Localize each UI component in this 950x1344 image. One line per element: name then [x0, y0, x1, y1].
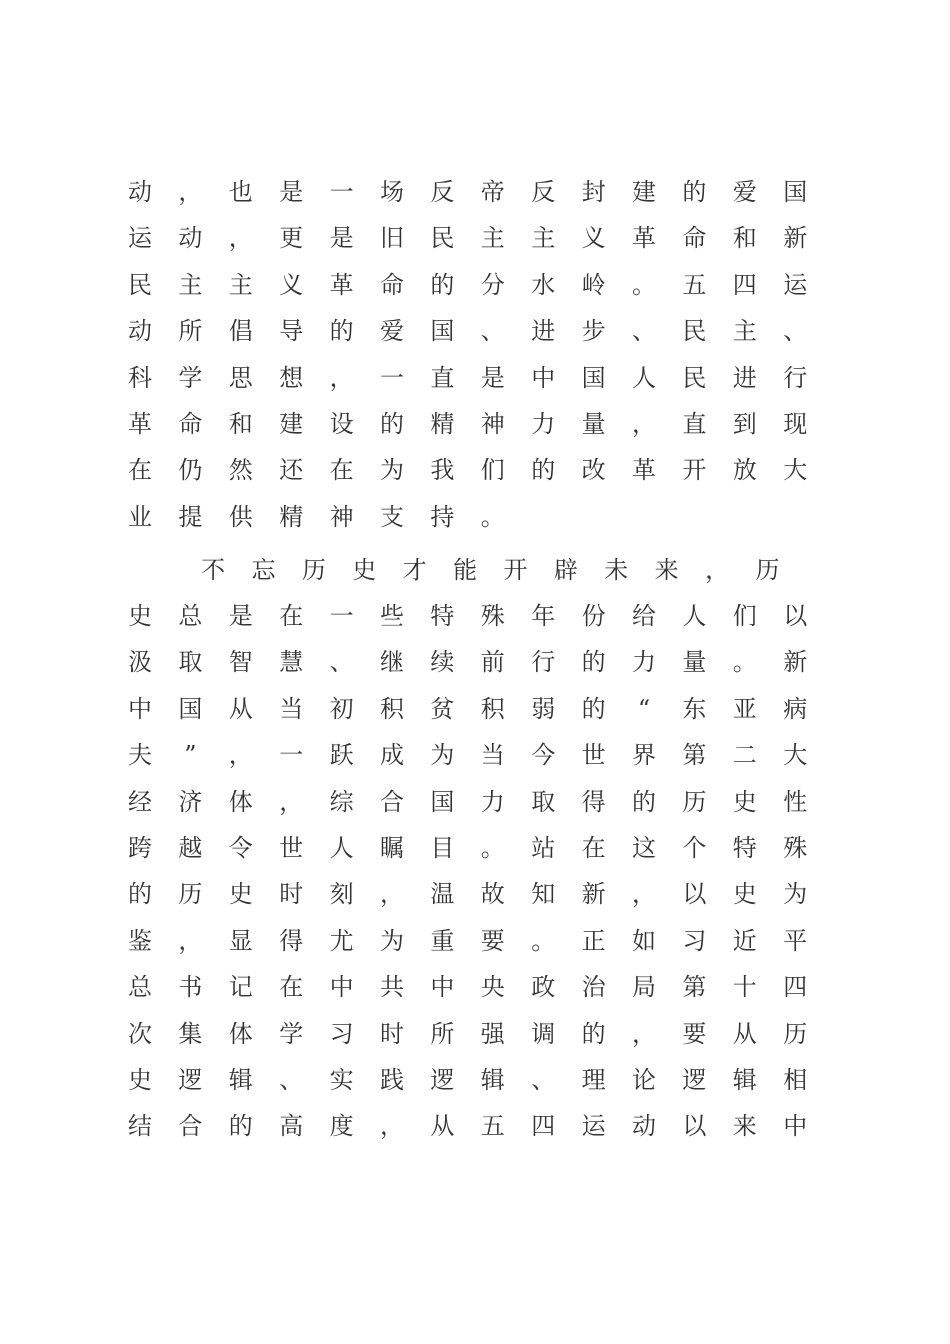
- text-char: 合: [178, 1112, 203, 1141]
- text-char: 放: [732, 456, 757, 485]
- text-char: 四: [783, 973, 808, 1002]
- text-char: 新: [783, 224, 808, 253]
- text-char: 民: [128, 270, 152, 299]
- text-char: 才: [402, 556, 427, 584]
- text-char: 民: [682, 317, 707, 346]
- text-char: 中: [430, 973, 455, 1002]
- text-char: 平: [783, 926, 808, 955]
- text-char: 积: [480, 694, 505, 723]
- text-char: 性: [783, 787, 808, 816]
- text-char: 第: [682, 741, 707, 770]
- text-char: 辑: [732, 1066, 757, 1094]
- text-char: 世: [581, 741, 606, 770]
- text-char: 总: [128, 973, 152, 1002]
- text-char: 五: [480, 1112, 505, 1141]
- text-char: 持: [430, 502, 455, 531]
- text-char: 特: [732, 834, 757, 862]
- text-char: 中: [128, 694, 152, 723]
- text-char: 要: [480, 926, 505, 955]
- text-char: 新: [783, 648, 808, 677]
- text-char: 论: [632, 1066, 656, 1094]
- text-char: ，: [279, 787, 304, 816]
- text-char: 、: [531, 1066, 556, 1094]
- text-char: 十: [732, 973, 757, 1002]
- text-char: 刻: [329, 880, 354, 909]
- text-char: 越: [178, 834, 203, 862]
- text-char: 爱: [380, 317, 404, 346]
- text-char: 成: [380, 741, 404, 770]
- text-char: 时: [279, 880, 304, 909]
- text-char: 的: [430, 270, 455, 299]
- text-char: 动: [632, 1112, 656, 1141]
- text-char: 理: [581, 1066, 606, 1094]
- text-char: 运: [581, 1112, 606, 1141]
- text-char: 主: [732, 317, 757, 346]
- text-char: 能: [453, 556, 478, 584]
- text-char: 史: [128, 1066, 152, 1094]
- text-char: 想: [279, 363, 304, 392]
- text-char: 改: [581, 456, 606, 485]
- text-char: 从: [228, 694, 253, 723]
- text-char: 的: [632, 787, 656, 816]
- text-char: 民: [682, 363, 707, 392]
- text-char: 人: [329, 834, 354, 862]
- text-char: ”: [184, 741, 197, 770]
- text-char: 今: [531, 741, 556, 770]
- text-char: 帝: [480, 178, 505, 206]
- text-char: 革: [632, 456, 656, 485]
- text-char: 在: [581, 834, 606, 862]
- text-char: 亚: [732, 694, 757, 723]
- text-char: 反: [430, 178, 455, 206]
- text-char: 夫: [128, 741, 152, 770]
- text-char: 也: [228, 178, 253, 206]
- text-char: 当: [279, 694, 304, 723]
- text-char: 仍: [178, 456, 203, 485]
- text-char: 神: [480, 410, 505, 438]
- text-char: 忘: [251, 556, 276, 584]
- text-char: 初: [329, 694, 354, 723]
- text-char: 的: [329, 317, 354, 346]
- text-char: 还: [279, 456, 304, 485]
- text-char: 总: [178, 602, 203, 630]
- text-char: 业: [128, 502, 152, 531]
- text-char: 历: [178, 880, 203, 909]
- text-char: 主: [480, 224, 505, 253]
- text-char: 跨: [128, 834, 152, 862]
- text-char: 革: [329, 270, 354, 299]
- text-char: 然: [228, 456, 253, 485]
- text-char: 新: [581, 880, 606, 909]
- text-char: 提: [178, 502, 203, 531]
- text-char: 共: [380, 973, 404, 1002]
- text-char: 历: [301, 556, 326, 584]
- text-char: 继: [380, 648, 404, 677]
- text-char: 和: [228, 410, 253, 438]
- text-char: 目: [430, 834, 455, 862]
- text-char: 辑: [480, 1066, 505, 1094]
- text-char: 的: [228, 1112, 253, 1141]
- text-char: 得: [581, 787, 606, 816]
- text-char: 东: [682, 694, 707, 723]
- text-char: 殊: [783, 834, 808, 862]
- text-char: 的: [128, 880, 152, 909]
- text-char: 。: [480, 834, 505, 862]
- text-char: 动: [128, 317, 152, 346]
- text-char: 鉴: [128, 926, 152, 955]
- text-char: 精: [279, 502, 304, 531]
- text-char: 四: [531, 1112, 556, 1141]
- text-char: 国: [783, 178, 808, 206]
- text-char: 综: [329, 787, 354, 816]
- text-char: 个: [682, 834, 707, 862]
- text-char: 开: [503, 556, 528, 584]
- text-char: 取: [531, 787, 556, 816]
- text-char: 为: [380, 926, 404, 955]
- text-char: 史: [732, 787, 757, 816]
- text-char: ，: [178, 178, 203, 206]
- text-char: 为: [783, 880, 808, 909]
- text-char: 相: [783, 1066, 808, 1094]
- text-char: 实: [329, 1066, 354, 1094]
- text-char: 。: [480, 502, 505, 531]
- text-char: 是: [228, 602, 253, 630]
- text-char: 思: [228, 363, 253, 392]
- text-char: 导: [279, 317, 304, 346]
- text-char: 现: [783, 410, 808, 438]
- text-char: 进: [531, 317, 556, 346]
- text-char: ，: [705, 556, 730, 584]
- text-char: 从: [430, 1112, 455, 1141]
- text-char: 尤: [329, 926, 354, 955]
- text-char: ，: [380, 1112, 404, 1141]
- text-char: ，: [632, 880, 656, 909]
- text-char: 五: [682, 270, 707, 299]
- text-char: 水: [531, 270, 556, 299]
- text-char: 行: [531, 648, 556, 677]
- text-char: 给: [632, 602, 656, 630]
- text-char: 强: [480, 1019, 505, 1048]
- text-char: 、: [632, 317, 656, 346]
- text-char: 。: [531, 926, 556, 955]
- text-char: 的: [581, 648, 606, 677]
- text-char: 令: [228, 834, 253, 862]
- text-char: 为: [380, 456, 404, 485]
- text-char: 的: [682, 178, 707, 206]
- text-char: 量: [682, 648, 707, 677]
- text-char: 是: [279, 178, 304, 206]
- text-char: 和: [732, 224, 757, 253]
- text-char: 瞩: [380, 834, 404, 862]
- text-char: 们: [480, 456, 505, 485]
- text-char: 、: [783, 317, 808, 346]
- text-char: 的: [581, 1019, 606, 1048]
- text-char: 建: [632, 178, 656, 206]
- text-char: “: [637, 694, 651, 723]
- text-char: 要: [682, 1019, 707, 1048]
- text-char: 中: [329, 973, 354, 1002]
- text-char: 一: [380, 363, 404, 392]
- text-char: 在: [329, 456, 354, 485]
- text-char: 结: [128, 1112, 152, 1141]
- text-char: ，: [329, 363, 354, 392]
- text-char: 的: [380, 410, 404, 438]
- text-char: 逻: [430, 1066, 455, 1094]
- text-char: 显: [228, 926, 253, 955]
- text-char: 世: [279, 834, 304, 862]
- text-char: 义: [279, 270, 304, 299]
- text-char: 学: [178, 363, 203, 392]
- text-char: 跃: [329, 741, 354, 770]
- text-char: 科: [128, 363, 152, 392]
- text-char: 体: [228, 787, 253, 816]
- text-char: 。: [632, 270, 656, 299]
- text-char: 二: [732, 741, 757, 770]
- text-char: 、: [480, 317, 505, 346]
- text-char: 站: [531, 834, 556, 862]
- text-char: 来: [732, 1112, 757, 1141]
- text-char: 革: [128, 410, 152, 438]
- text-char: 次: [128, 1019, 152, 1048]
- text-char: ，: [632, 410, 656, 438]
- text-char: 记: [228, 973, 253, 1002]
- text-char: 中: [531, 363, 556, 392]
- text-char: 大: [783, 741, 808, 770]
- text-char: ，: [228, 741, 253, 770]
- text-char: 力: [531, 410, 556, 438]
- text-char: 、: [279, 1066, 304, 1094]
- text-char: 集: [178, 1019, 203, 1048]
- text-char: 取: [178, 648, 203, 677]
- text-char: 时: [380, 1019, 404, 1048]
- text-char: 政: [531, 973, 556, 1002]
- text-char: 义: [581, 224, 606, 253]
- text-char: 慧: [279, 648, 304, 677]
- text-char: 国: [581, 363, 606, 392]
- text-char: 倡: [228, 317, 253, 346]
- text-char: 些: [380, 602, 404, 630]
- text-char: 重: [430, 926, 455, 955]
- text-char: 直: [682, 410, 707, 438]
- text-char: 到: [732, 410, 757, 438]
- text-char: 从: [732, 1019, 757, 1048]
- text-char: 爱: [732, 178, 757, 206]
- text-char: 支: [380, 502, 404, 531]
- text-char: 不: [201, 556, 226, 584]
- text-char: 主: [178, 270, 203, 299]
- text-char: 在: [279, 973, 304, 1002]
- text-char: 积: [380, 694, 404, 723]
- text-char: 份: [581, 602, 606, 630]
- text-char: 精: [430, 410, 455, 438]
- text-char: 大: [783, 456, 808, 485]
- text-char: 历: [682, 787, 707, 816]
- text-char: 史: [128, 602, 152, 630]
- text-char: 当: [480, 741, 505, 770]
- text-char: 逻: [178, 1066, 203, 1094]
- text-char: 场: [380, 178, 404, 206]
- text-char: 的: [581, 694, 606, 723]
- text-char: ，: [632, 1019, 656, 1048]
- text-char: 中: [783, 1112, 808, 1141]
- text-char: 国: [430, 317, 455, 346]
- text-char: 一: [329, 602, 354, 630]
- text-char: 民: [430, 224, 455, 253]
- text-char: 的: [531, 456, 556, 485]
- text-char: 未: [604, 556, 629, 584]
- text-char: 命: [682, 224, 707, 253]
- text-char: 在: [128, 456, 152, 485]
- text-char: 汲: [128, 648, 152, 677]
- text-char: ，: [178, 926, 203, 955]
- text-char: 分: [480, 270, 505, 299]
- text-char: 史: [228, 880, 253, 909]
- text-char: 践: [380, 1066, 404, 1094]
- text-char: 习: [682, 926, 707, 955]
- text-char: 动: [128, 178, 152, 206]
- text-char: 知: [531, 880, 556, 909]
- text-char: 反: [531, 178, 556, 206]
- text-char: 度: [329, 1112, 354, 1141]
- text-char: 革: [632, 224, 656, 253]
- text-char: 是: [329, 224, 354, 253]
- text-char: 调: [531, 1019, 556, 1048]
- text-char: 们: [732, 602, 757, 630]
- text-char: 逻: [682, 1066, 707, 1094]
- text-char: 旧: [380, 224, 404, 253]
- text-char: 续: [430, 648, 455, 677]
- text-char: 历: [755, 556, 780, 584]
- text-char: 温: [430, 880, 455, 909]
- text-char: 岭: [581, 270, 606, 299]
- text-char: 所: [178, 317, 203, 346]
- text-char: 我: [430, 456, 455, 485]
- text-char: 界: [632, 741, 656, 770]
- text-char: 近: [732, 926, 757, 955]
- text-char: 习: [329, 1019, 354, 1048]
- text-char: 命: [178, 410, 203, 438]
- text-char: 四: [732, 270, 757, 299]
- text-char: 力: [632, 648, 656, 677]
- text-char: 得: [279, 926, 304, 955]
- text-char: 年: [531, 602, 556, 630]
- text-char: 前: [480, 648, 505, 677]
- text-char: 贫: [430, 694, 455, 723]
- text-char: 供: [228, 502, 253, 531]
- text-char: 在: [279, 602, 304, 630]
- text-char: ，: [228, 224, 253, 253]
- text-char: 直: [430, 363, 455, 392]
- text-char: 经: [128, 787, 152, 816]
- text-char: 辑: [228, 1066, 253, 1094]
- text-char: ，: [380, 880, 404, 909]
- text-char: 命: [380, 270, 404, 299]
- text-char: 神: [329, 502, 354, 531]
- text-char: 国: [430, 787, 455, 816]
- text-char: 学: [279, 1019, 304, 1048]
- text-char: 更: [279, 224, 304, 253]
- text-char: 力: [480, 787, 505, 816]
- text-char: 进: [732, 363, 757, 392]
- text-char: 书: [178, 973, 203, 1002]
- text-char: 第: [682, 973, 707, 1002]
- text-char: 史: [732, 880, 757, 909]
- text-char: 人: [682, 602, 707, 630]
- text-char: 以: [783, 602, 808, 630]
- text-char: 量: [581, 410, 606, 438]
- text-char: 建: [279, 410, 304, 438]
- text-char: 所: [430, 1019, 455, 1048]
- text-char: 以: [682, 880, 707, 909]
- text-char: 一: [329, 178, 354, 206]
- text-char: 以: [682, 1112, 707, 1141]
- text-char: 历: [783, 1019, 808, 1048]
- text-char: 高: [279, 1112, 304, 1141]
- text-char: 运: [783, 270, 808, 299]
- text-char: 正: [581, 926, 606, 955]
- text-char: 特: [430, 602, 455, 630]
- text-char: 设: [329, 410, 354, 438]
- text-char: 央: [480, 973, 505, 1002]
- text-char: 合: [380, 787, 404, 816]
- text-char: 殊: [480, 602, 505, 630]
- text-char: 人: [632, 363, 656, 392]
- text-char: 。: [732, 648, 757, 677]
- text-char: 开: [682, 456, 707, 485]
- text-char: 局: [632, 973, 656, 1002]
- text-char: 史: [352, 556, 377, 584]
- text-char: 主: [531, 224, 556, 253]
- text-char: 如: [632, 926, 656, 955]
- text-char: 体: [228, 1019, 253, 1048]
- text-char: 这: [632, 834, 656, 862]
- text-char: 智: [228, 648, 253, 677]
- text-char: 封: [581, 178, 606, 206]
- text-char: 辟: [553, 556, 578, 584]
- text-char: 、: [329, 648, 354, 677]
- text-char: 行: [783, 363, 808, 392]
- text-char: 弱: [531, 694, 556, 723]
- text-char: 来: [654, 556, 679, 584]
- text-char: 一: [279, 741, 304, 770]
- text-char: 故: [480, 880, 505, 909]
- text-char: 治: [581, 973, 606, 1002]
- text-char: 为: [430, 741, 455, 770]
- text-char: 运: [128, 224, 152, 253]
- text-char: 病: [783, 694, 808, 723]
- text-char: 济: [178, 787, 203, 816]
- text-char: 动: [178, 224, 203, 253]
- text-char: 国: [178, 694, 203, 723]
- text-char: 是: [480, 363, 505, 392]
- text-char: 主: [228, 270, 253, 299]
- text-char: 步: [581, 317, 606, 346]
